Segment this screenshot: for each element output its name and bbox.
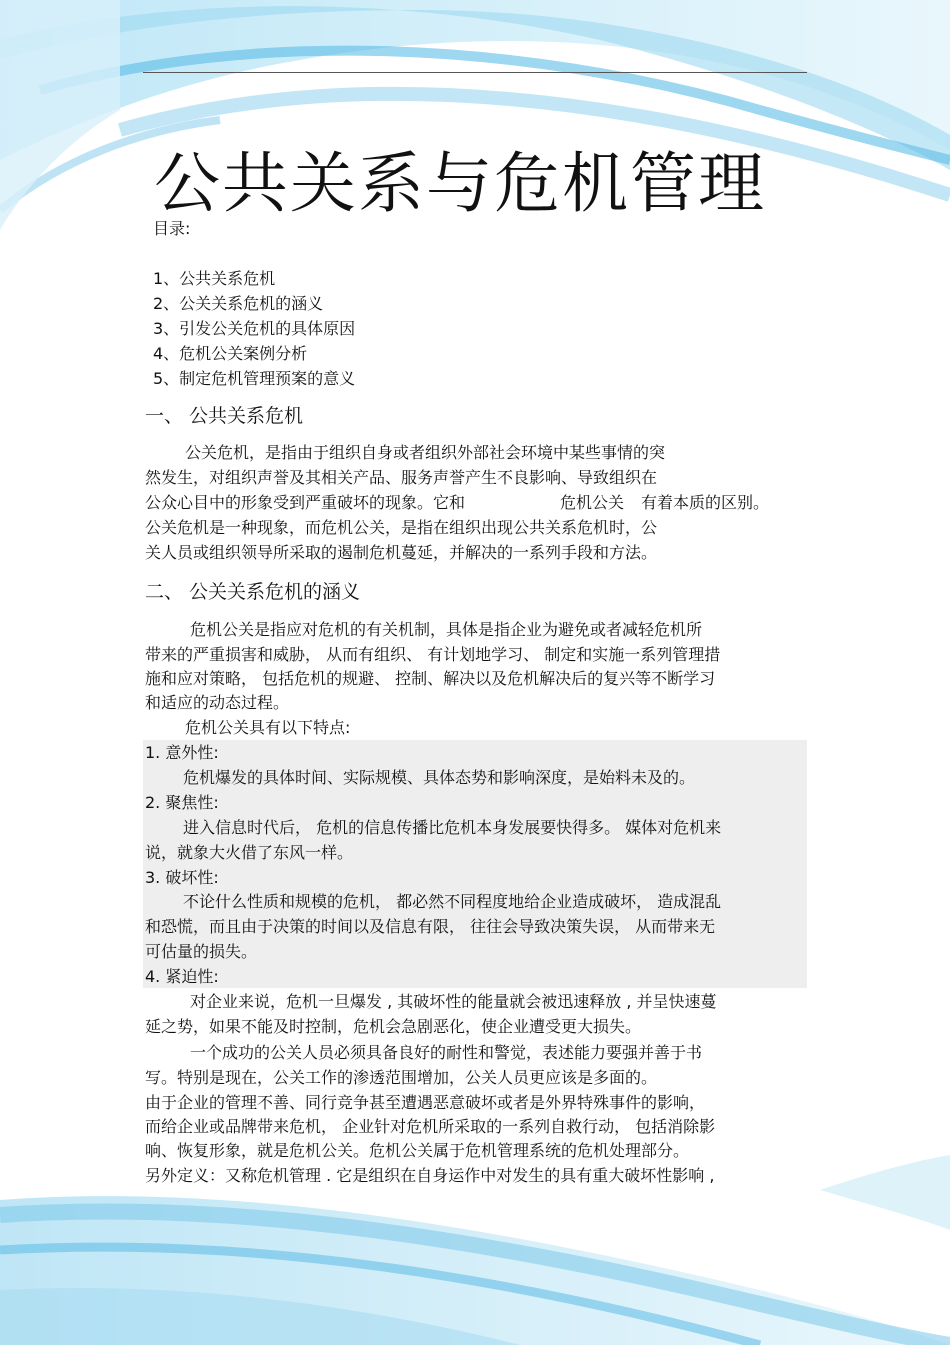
feature-text: 进入信息时代后， 危机的信息传播比危机本身发展要快得多。 媒体对危机来 [183,818,722,837]
paragraph-line: 危机公关是指应对危机的有关机制，具体是指企业为避免或者减轻危机所 [190,620,703,639]
feature-text: 不论什么性质和规模的危机， 都必然不同程度地给企业造成破坏， 造成混乱 [183,892,722,911]
toc-item: 3、引发公关危机的具体原因 [153,319,356,338]
section-heading: 一、 公共关系危机 [145,405,304,427]
paragraph-line-term: 危机公关 [560,493,625,512]
header-rule [143,72,807,73]
paragraph-line: 公关危机，是指由于组织自身或者组织外部社会环境中某些事情的突 [185,443,666,462]
feature-text: 说，就象大火借了东风一样。 [145,843,354,862]
paragraph-line: 而给企业或品牌带来危机， 企业针对危机所采取的一系列自救行动， 包括消除影 [145,1117,716,1136]
paragraph-line: 另外定义：又称危机管理 . 它是组织在自身运作中对发生的具有重大破坏性影响 , [145,1166,715,1185]
paragraph-line: 关人员或组织领导所采取的遏制危机蔓延，并解决的一系列手段和方法。 [145,543,658,562]
toc-item: 1、公共关系危机 [153,269,276,288]
features-intro: 危机公关具有以下特点: [185,718,351,737]
paragraph-line: 由于企业的管理不善、同行竞争甚至遭遇恶意破坏或者是外界特殊事件的影响， [145,1093,706,1112]
feature-text: 可估量的损失。 [145,942,258,961]
feature-text: 危机爆发的具体时间、实际规模、具体态势和影响深度，是始料未及的。 [183,768,696,787]
feature-label: 1. 意外性: [145,743,219,762]
toc-item: 2、公关关系危机的涵义 [153,294,324,313]
document-title: 公共关系与危机管理 [154,145,766,222]
feature-label: 3. 破坏性: [145,868,219,887]
paragraph-line: 公众心目中的形象受到严重破坏的现象。它和 [145,493,466,512]
toc-item: 5、制定危机管理预案的意义 [153,369,356,388]
paragraph-line: 施和应对策略， 包括危机的规避、 控制、解决以及危机解决后的复兴等不断学习 [145,669,716,688]
feature-label: 2. 聚焦性: [145,793,219,812]
paragraph-line: 然发生，对组织声誉及其相关产品、服务声誉产生不良影响、导致组织在 [145,468,658,487]
feature-text: 和恐慌，而且由于决策的时间以及信息有限， 往往会导致决策失误， 从而带来无 [145,917,716,936]
paragraph-line: 有着本质的区别。 [641,493,770,512]
section-heading: 二、 公关关系危机的涵义 [145,581,361,603]
paragraph-line: 公关危机是一种现象，而危机公关，是指在组织出现公共关系危机时，公 [145,518,658,537]
paragraph-line: 一个成功的公关人员必须具备良好的耐性和警觉，表述能力要强并善于书 [190,1043,703,1062]
paragraph-line: 和适应的动态过程。 [145,693,290,712]
paragraph-line: 响、恢复形象，就是危机公关。危机公关属于危机管理系统的危机处理部分。 [145,1141,690,1160]
feature-label: 4. 紧迫性: [145,967,219,986]
paragraph-line: 写。特别是现在，公关工作的渗透范围增加，公关人员更应该是多面的。 [145,1068,658,1087]
paragraph-line: 带来的严重损害和威胁， 从而有组织、 有计划地学习、 制定和实施一系列管理措 [145,645,721,664]
toc-item: 4、危机公关案例分析 [153,344,308,363]
toc-label: 目录: [153,219,191,238]
feature-text: 延之势，如果不能及时控制，危机会急剧恶化，使企业遭受更大损失。 [145,1017,642,1036]
feature-text: 对企业来说，危机一旦爆发 , 其破坏性的能量就会被迅速释放 , 并呈快速蔓 [190,992,717,1011]
